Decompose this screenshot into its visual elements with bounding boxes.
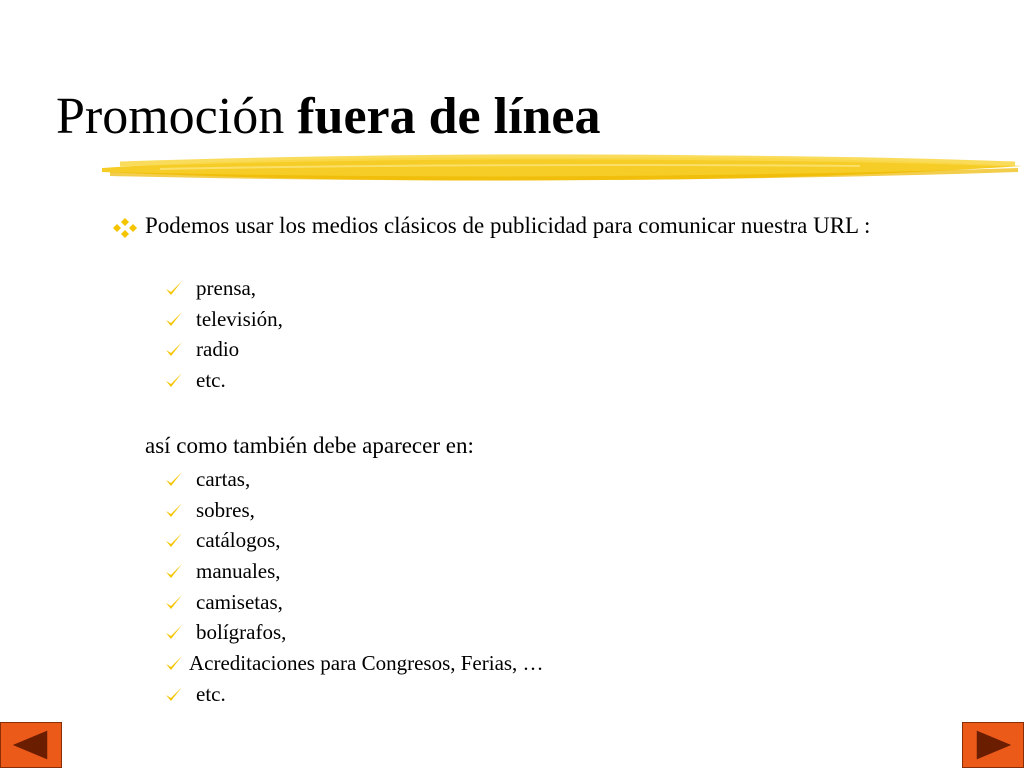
list-item [165, 273, 283, 304]
checkmark-icon [165, 686, 183, 703]
list-item-label: radio [196, 337, 240, 362]
intro-text: Podemos usar los medios clásicos de publicidad para comunicar nuestra URL : [145, 213, 871, 238]
list-item-label: manuales, [196, 559, 281, 584]
also-lead-text: así como también debe aparecer en: [145, 433, 474, 458]
checkmark-icon [165, 563, 183, 580]
triangle-right-icon [963, 723, 1023, 767]
checkmark-icon [165, 280, 183, 297]
highlighter-stroke [100, 150, 1024, 190]
list-item [165, 464, 544, 495]
list-item [165, 495, 544, 526]
list-item-label: cartas, [196, 467, 251, 491]
media-list [165, 273, 283, 396]
title-bold: fuera de línea [297, 88, 601, 145]
list-item [165, 679, 544, 710]
checkmark-icon [165, 341, 183, 358]
list-item-label: sobres, [196, 497, 255, 522]
next-slide-button[interactable] [962, 722, 1024, 768]
triangle-left-icon [1, 723, 61, 767]
previous-slide-button[interactable] [0, 722, 62, 768]
list-item [165, 617, 544, 648]
list-item [165, 556, 544, 587]
main-bullet-item [113, 212, 958, 239]
list-item-label: prensa, [196, 276, 257, 300]
list-item [165, 525, 544, 556]
places-list [165, 464, 544, 710]
diamond-cluster-icon [113, 218, 137, 238]
list-item [165, 304, 283, 335]
list-item-label: Acreditaciones para Congresos, Ferias, … [189, 651, 544, 676]
list-item-label: camisetas, [196, 589, 283, 614]
list-item [165, 365, 283, 396]
list-item-label: etc. [196, 681, 226, 706]
list-item-label: televisión, [196, 306, 283, 331]
checkmark-icon [165, 311, 183, 328]
list-item-label: etc. [196, 368, 226, 393]
list-item [165, 587, 544, 618]
list-item-label: catálogos, [196, 528, 281, 553]
checkmark-icon [165, 502, 183, 519]
list-item-label: bolígrafos, [196, 620, 287, 645]
checkmark-icon [165, 655, 183, 672]
list-item [165, 648, 544, 679]
checkmark-icon [165, 372, 183, 389]
slide-title [56, 82, 601, 152]
title-regular: Promoción [56, 88, 298, 145]
checkmark-icon [165, 594, 183, 611]
list-item [165, 334, 283, 365]
checkmark-icon [165, 471, 183, 488]
checkmark-icon [165, 532, 183, 549]
checkmark-icon [165, 624, 183, 641]
